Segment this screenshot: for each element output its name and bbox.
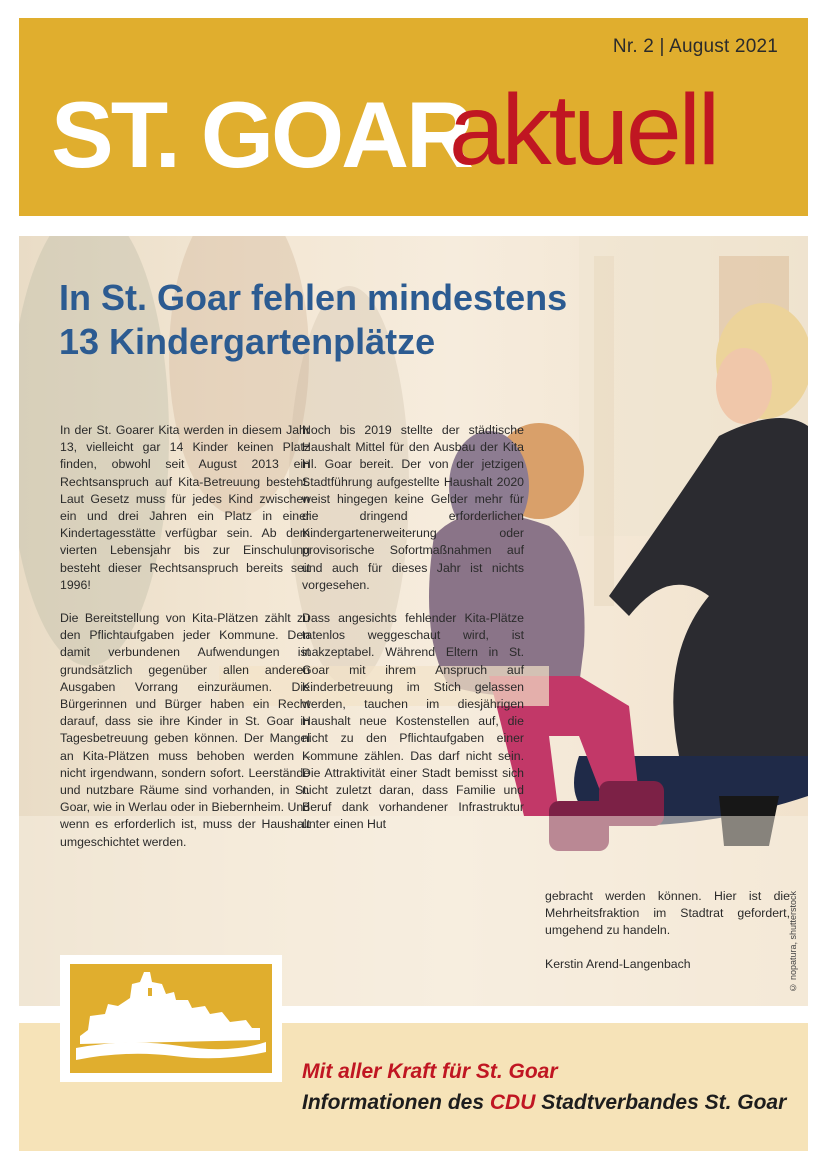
logo-frame xyxy=(60,955,282,1082)
article-column-3 xyxy=(545,888,790,973)
title-main: ST. GOAR xyxy=(51,82,471,187)
paragraph: Noch bis 2019 stellte der städtische Haushalt Mittel für den Ausbau der Kita Hl. Goar bereit. Der von der jetzigen Stadtführung aufgestellte Haushalt 2020 weist hingegen keine Gelder mehr für die dringend erforderlichen Kindergartenerweiterung oder provisorische Sofortmaßnahmen auf und auch für dieses Jahr ist nichts vorgesehen. xyxy=(302,423,524,592)
paragraph: gebracht werden können. Hier ist die Mehrheitsfraktion im Stadtrat gefordert, umgehend zu handeln. xyxy=(545,889,790,938)
paragraph: Die Bereitstellung von Kita-Plätzen zählt zu den Pflichtaufgaben jeder Kommune. Den damit verbundenen Aufwendungen ist grundsätzlich gegenüber allen anderen Ausgaben Vorrang einzuräumen. Die Bürgerinnen und Bürger haben ein Recht darauf, dass sie ihre Kinder in St. Goar in Tagesbetreuung geben können. Der Mangel an Kita-Plätzen muss behoben werden – nicht irgendwann, sondern sofort. Leerstände und nutzbare Räume sind vorhanden, in St. Goar, wie in Werlau oder in Biebernheim. Und wenn es erforderlich ist, muss der Haushalt umgeschichtet werden. xyxy=(60,611,310,849)
masthead xyxy=(19,18,808,216)
castle-logo xyxy=(70,964,272,1073)
headline-line-2: 13 Kindergartenplätze xyxy=(59,321,436,362)
issue-number: Nr. 2 | August 2021 xyxy=(612,36,778,57)
cover-photo xyxy=(19,236,808,1006)
title-sub: aktuell xyxy=(449,74,718,186)
paragraph: Dass angesichts fehlender Kita-Plätze tatenlos weggeschaut wird, ist inakzeptabel. Während Eltern in St. Goar mit ihrem Anspruch auf Kinderbetreuung im Stich gelassen werden, tauchen im diesjährigen Haushalt neue Kostenstellen auf, die nicht zu den Pflichtaufgaben einer Kommune zählen. Das darf nicht sein. Die Attraktivität einer Stadt bemisst sich nicht zuletzt daran, dass Familie und Beruf dank vorhandener Infrastruktur unter einen Hut xyxy=(302,611,524,832)
paragraph: In der St. Goarer Kita werden in diesem Jahr 13, vielleicht gar 14 Kinder keinen Platz finden, obwohl seit August 2013 ein Rechtsanspruch auf Kita-Betreuung besteht. Laut Gesetz muss für jedes Kind zwischen ein und drei Jahren ein Platz in einer Kindertagesstätte verfügbar sein. Ab dem vierten Lebensjahr bis zur Einschulung besteht dieser Rechtsanspruch bereits seit 1996! xyxy=(60,423,310,592)
author-signature: Kerstin Arend-Langenbach xyxy=(545,956,691,971)
article-headline xyxy=(59,276,567,364)
party-name: CDU xyxy=(489,1091,536,1114)
article-column-1 xyxy=(60,422,310,867)
publisher-prefix: Informationen des xyxy=(302,1091,490,1114)
publisher-suffix: Stadtverbandes St. Goar xyxy=(535,1091,787,1114)
castle-icon xyxy=(70,964,272,1073)
headline-line-1: In St. Goar fehlen mindestens xyxy=(59,277,568,318)
publisher-line xyxy=(302,1091,786,1115)
slogan: Mit aller Kraft für St. Goar xyxy=(302,1060,558,1083)
article-column-2 xyxy=(302,422,524,850)
photo-credit: © nopatura, shutterstock xyxy=(788,891,798,993)
